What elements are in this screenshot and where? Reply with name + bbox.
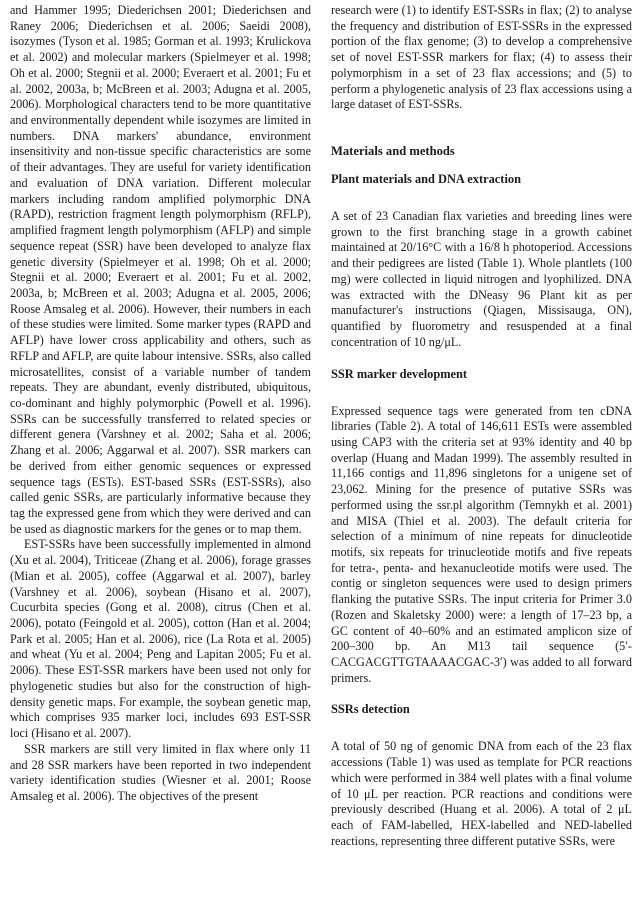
body-paragraph-est-ssrs: EST-SSRs have been successfully implemented in almond (Xu et al. 2004), Triticeae (Zhang et al. 2006), forage grasses (Mian et al. 2005), coffee (Aggarwal et al. 2007), barley (Varshney et al. 2006), soybean (Hisano et al. 2007), Cucurbita species (Gong et al. 2008), citrus (Chen et al. 2006), potato (Feingold et al. 2005), cotton (Han et al. 2004; Park et al. 2005; Han et al. 2006), rice (La Rota et al. 2005) and wheat (Yu et al. 2004; Peng and Lapitan 2005; Fu et al. 2006). These EST-SSR markers have been used not only for phylogenetic studies but also for the construction of high-density genetic maps. For example, the soybean genetic map, which comprises 935 marker loci, includes 693 EST-SSR loci (Hisano et al. 2007). xyxy=(10,537,311,741)
left-column xyxy=(10,3,311,805)
subheading-ssr-marker-development: SSR marker development xyxy=(331,366,468,381)
body-paragraph-plant-materials: A set of 23 Canadian flax varieties and breeding lines were grown to the first branching stage in a growth cabinet maintained at 20/16°C with a 16/8 h photoperiod. Accessions and their pedigrees are listed (Table 1). Whole plantlets (100 mg) were collected in liquid nitrogen and lyophilized. DNA was extracted with the DNeasy 96 Plant kit as per manufacturer's instructions (Qiagen, Missisauga, ON), quantified by fluorometry and resuspended at a final concentration of 10 ng/μL. xyxy=(331,209,632,349)
subheading-ssrs-detection: SSRs detection xyxy=(331,702,410,717)
body-paragraph-research-objectives: research were (1) to identify EST-SSRs in flax; (2) to analyse the frequency and distribution of EST-SSRs in the expressed portion of the flax genome; (3) to develop a comprehensive set of novel EST-SSR markers for flax; (4) to assess their polymorphism in a set of 23 flax accessions; and (5) to perform a phylogenetic analysis of 23 flax accessions using a large dataset of EST-SSRs. xyxy=(331,3,632,112)
body-paragraph-objectives: SSR markers are still very limited in flax where only 11 and 28 SSR markers have been reported in two independent variety identification studies (Wiesner et al. 2001; Roose Amsaleg et al. 2006). The objectives of the present xyxy=(10,741,311,803)
body-paragraph-continued: and Hammer 1995; Diederichsen 2001; Diederichsen and Raney 2006; Diederichsen et al. 2006; Saeidi 2008), isozymes (Tyson et al. 1985; Gorman et al. 1993; Krulickova et al. 2002) and molecular markers (Spielmeyer et al. 1998; Oh et al. 2000; Stegnii et al. 2000; Everaert et al. 2001; Fu et al. 2002, 2003a, b; McBreen et al. 2003; Adugna et al. 2005, 2006). Morphological characters tend to be more quantitative and environmentally dependent while isozymes are limited in numbers. DNA markers' abundance, environment insensitivity and non-tissue specific characteristics are some of their advantages. They are useful for variety identification and evaluation of DNA variation. Different molecular markers including random amplified polymorphic DNA (RAPD), restriction fragment length polymorphism (RFLP), amplified fragment length polymorphism (AFLP) and simple sequence repeat (SSR) have been developed to analyze flax genetic diversity (Spielmeyer et al. 1998; Oh et al. 2000; Stegnii et al. 2000; Everaert et al. 2001; Fu et al. 2002, 2003a, b; McBreen et al. 2003; Adugna et al. 2005, 2006; Roose Amsaleg et al. 2006). However, their numbers in each of these studies were limited. Some marker types (RAPD and AFLP) have lower cross applicability and others, such as RFLP and AFLP, are quite labour intensive. SSRs, also called microsatellites, consist of a variable number of tandem repeats. They are abundant, evenly distributed, ubiquitous, co-dominant and highly polymorphic (Powell et al. 1996). SSRs can be successfully transferred to related species or different genera (Varshney et al. 2002; Saha et al. 2006; Zhang et al. 2006; Aggarwal et al. 2007). SSR markers can be derived from either genomic sequences or expressed sequence tags (ESTs). EST-based SSRs (EST-SSRs), also called genic SSRs, are particularly informative because they tag the expressed gene from which they were derived and can be used as diagnostic markers for the genes or to map them. xyxy=(10,3,311,536)
section-heading-materials-methods: Materials and methods xyxy=(331,144,455,159)
right-column xyxy=(331,3,632,849)
subheading-plant-materials: Plant materials and DNA extraction xyxy=(331,172,521,187)
body-paragraph-ssrs-detection: A total of 50 ng of genomic DNA from each of the 23 flax accessions (Table 1) was used as template for PCR reactions which were performed in 384 well plates with a final volume of 10 μL per reaction. PCR reactions and conditions were previously described (Huang et al. 2006). A total of 2 μL each of FAM-labelled, HEX-labelled and NED-labelled reactions, representing three different putative SSRs, were xyxy=(331,739,632,848)
body-paragraph-ssr-marker-development: Expressed sequence tags were generated from ten cDNA libraries (Table 2). A total of 146,611 ESTs were assembled using CAP3 with the criteria set at 93% identity and 40 bp overlap (Huang and Madan 1999). The assembly resulted in 11,166 contigs and 11,896 singletons for a unigene set of 23,062. Mining for the presence of putative SSRs was performed using the ssr.pl algorithm (Temnykh et al. 2001) and MISA (Thiel et al. 2003). The default criteria for selection of a minimum of nine repeats for dinucleotide motifs, six repeats for trinucleotide motifs and five repeats for tetra-, penta- and hexanucleotide motifs were used. The contig or singleton sequences were used to design primers flanking the putative SSRs. The input criteria for Primer 3.0 (Rozen and Skaletsky 2000) were: a length of 17–23 bp, a GC content of 40–60% and an estimated amplicon size of 200–300 bp. An M13 tail sequence (5′-CACGACGTTGTAAAACGAC-3′) was added to all forward primers. xyxy=(331,403,632,685)
